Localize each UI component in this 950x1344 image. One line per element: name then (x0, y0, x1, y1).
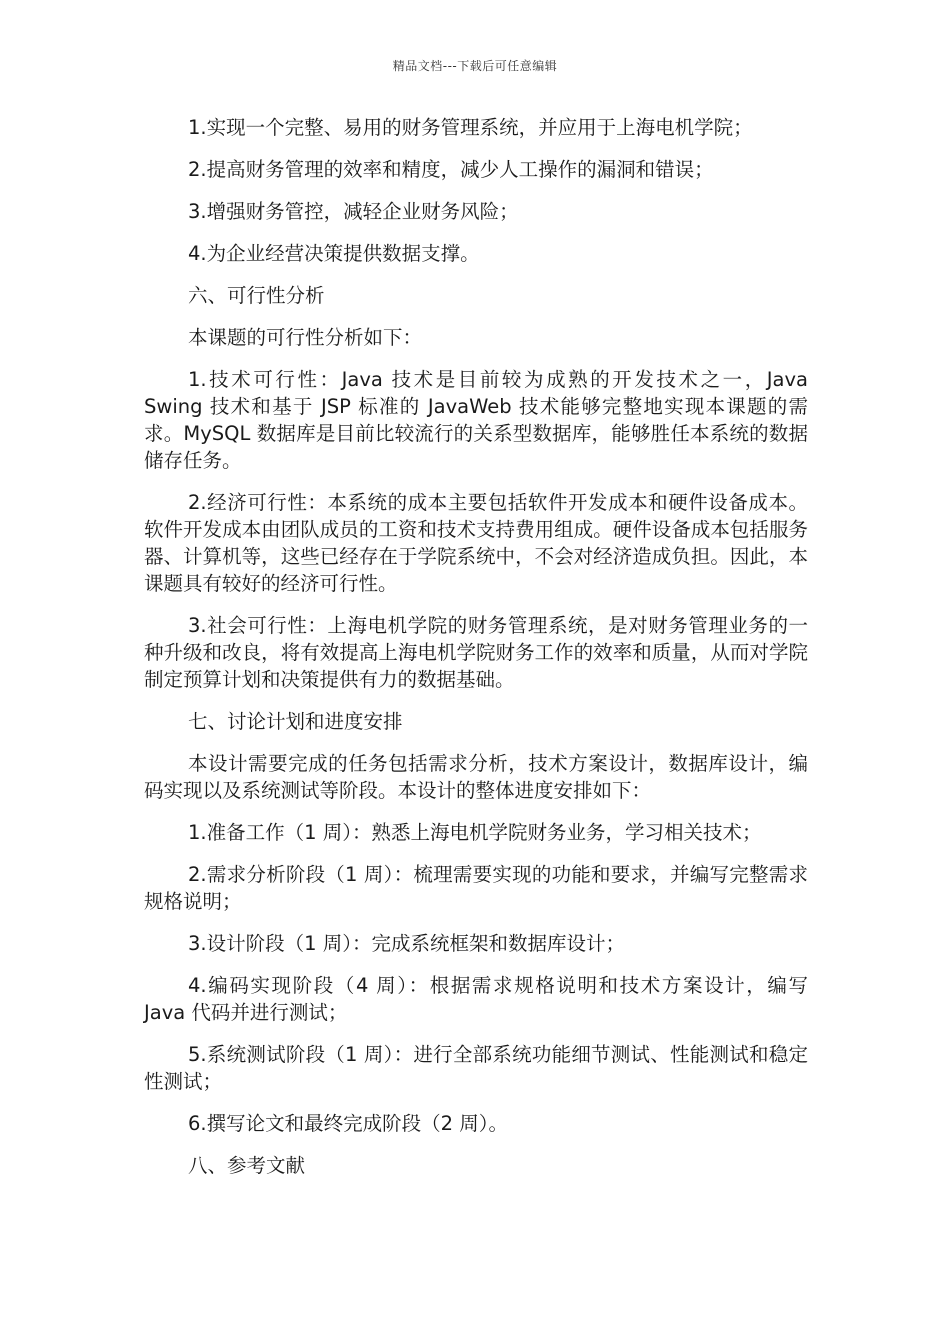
feasibility-intro: 本课题的可行性分析如下： (188, 326, 423, 349)
feasibility-economic: 2.经济可行性：本系统的成本主要包括软件开发成本和硬件设备成本。软件开发成本由团队成员的工资和技术支持费用组成。硬件设备成本包括服务器、计算机等，这些已经存在于学院系统中，不会对经济造成负担。因此，本课题具有较好的经济可行性。 (144, 491, 808, 595)
schedule-item-5: 5.系统测试阶段（1 周）：进行全部系统功能细节测试、性能测试和稳定性测试； (144, 1043, 808, 1093)
section-heading-references: 八、参考文献 (188, 1154, 306, 1177)
goal-item-3: 3.增强财务管控，减轻企业财务风险； (188, 200, 519, 223)
feasibility-technical: 1.技术可行性：Java 技术是目前较为成熟的开发技术之一，Java Swing 技术和基于 JSP 标准的 JavaWeb 技术能够完整地实现本课题的需求。MySQL 数据库是目前比较流行的关系型数据库，能够胜任本系统的数据储存任务。 (144, 368, 808, 472)
schedule-item-6: 6.撰写论文和最终完成阶段（2 周）。 (188, 1112, 508, 1135)
document-body (144, 114, 808, 1194)
goal-item-1: 1.实现一个完整、易用的财务管理系统，并应用于上海电机学院； (188, 116, 753, 139)
schedule-item-1: 1.准备工作（1 周）：熟悉上海电机学院财务业务，学习相关技术； (188, 821, 762, 844)
feasibility-social: 3.社会可行性：上海电机学院的财务管理系统，是对财务管理业务的一种升级和改良，将有效提高上海电机学院财务工作的效率和质量，从而对学院制定预算计划和决策提供有力的数据基础。 (144, 614, 808, 691)
schedule-item-4: 4.编码实现阶段（4 周）：根据需求规格说明和技术方案设计，编写 Java 代码并进行测试； (144, 974, 808, 1024)
goal-item-2: 2.提高财务管理的效率和精度，减少人工操作的漏洞和错误； (188, 158, 714, 181)
goal-item-4: 4.为企业经营决策提供数据支撑。 (188, 242, 480, 265)
schedule-intro: 本设计需要完成的任务包括需求分析，技术方案设计，数据库设计，编码实现以及系统测试等阶段。本设计的整体进度安排如下： (144, 752, 808, 802)
schedule-item-2: 2.需求分析阶段（1 周）：梳理需要实现的功能和要求，并编写完整需求规格说明； (144, 863, 808, 913)
section-heading-schedule: 七、讨论计划和进度安排 (188, 710, 403, 733)
schedule-item-3: 3.设计阶段（1 周）：完成系统框架和数据库设计； (188, 932, 625, 955)
page-header: 精品文档---下载后可任意编辑 (392, 59, 558, 73)
section-heading-feasibility: 六、可行性分析 (188, 284, 325, 307)
